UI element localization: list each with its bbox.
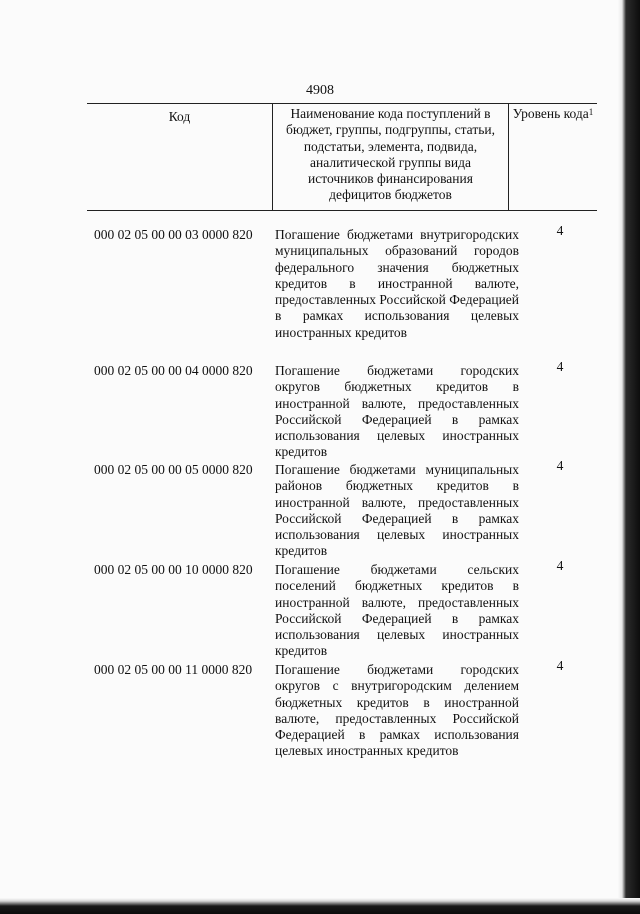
page-number: 4908 bbox=[306, 83, 334, 98]
scan-edge-bottom bbox=[0, 898, 640, 914]
row-level: 4 bbox=[556, 458, 564, 473]
row-description: Погашение бюджетами муниципальных районов бюджетных кредитов в иностранной валюте, предоставленных Российской Федерацией в рамках использования целевых иностранных кредитов bbox=[275, 462, 519, 559]
row-description: Погашение бюджетами городских округов бюджетных кредитов в иностранной валюте, предоставленных Российской Федерацией в рамках использования целевых иностранных кредитов bbox=[275, 363, 519, 460]
row-code: 000 02 05 00 00 10 0000 820 bbox=[94, 562, 253, 577]
row-level: 4 bbox=[556, 223, 564, 238]
header-name: Наименование кода поступлений в бюджет, группы, подгруппы, статьи, подстатьи, элемента, подвида, аналитической группы вида источников финансирования дефицитов бюджетов bbox=[273, 104, 509, 210]
header-code: Код bbox=[87, 104, 273, 210]
header-level bbox=[509, 104, 597, 210]
table-header bbox=[87, 103, 597, 211]
row-description: Погашение бюджетами сельских поселений бюджетных кредитов в иностранной валюте, предоставленных Российской Федерацией в рамках использования целевых иностранных кредитов bbox=[275, 562, 519, 659]
row-level: 4 bbox=[556, 359, 564, 374]
row-code: 000 02 05 00 00 03 0000 820 bbox=[94, 227, 253, 242]
row-description: Погашение бюджетами внутригородских муниципальных образований городов федерального значения бюджетных кредитов в иностранной валюте, предоставленных Российской Федерацией в рамках использования целевых иностранных кредитов bbox=[275, 227, 520, 340]
row-code: 000 02 05 00 00 11 0000 820 bbox=[94, 662, 253, 677]
scan-edge-right bbox=[618, 0, 640, 914]
row-level: 4 bbox=[556, 558, 564, 573]
header-level-label: Уровень кода bbox=[512, 106, 589, 121]
row-code: 000 02 05 00 00 04 0000 820 bbox=[94, 363, 253, 378]
row-level: 4 bbox=[556, 658, 564, 673]
header-level-footnote: 1 bbox=[588, 107, 594, 117]
row-code: 000 02 05 00 00 05 0000 820 bbox=[94, 462, 253, 477]
row-description: Погашение бюджетами городских округов с внутригородским делением бюджетных кредитов в иностранной валюте, предоставленных Российской Федерацией в рамках использования целевых иностранных кредитов bbox=[275, 662, 519, 759]
